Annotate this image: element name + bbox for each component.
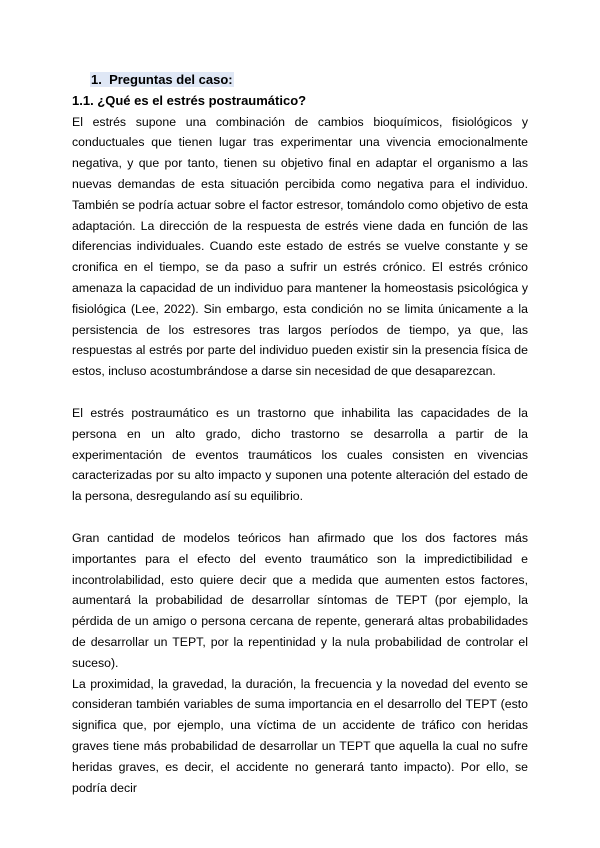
- section-heading-highlight: [90, 72, 234, 87]
- section-heading: [90, 70, 528, 91]
- paragraph-event-variables: La proximidad, la gravedad, la duración, la frecuencia y la novedad del evento se consideran también variables de suma importancia en el desarrollo del TEPT (esto significa que, por ejemplo, una víctima de un accidente de tráfico con heridas graves tiene más probabilidad de desarrollar un TEPT que aquella la cual no sufre heridas graves, es decir, el accidente no generará tanto impacto). Por ello, se podría decir: [72, 676, 528, 795]
- section-number: 1.: [91, 72, 102, 87]
- paragraph-spacer: [72, 507, 528, 528]
- paragraph-ptsd-definition: El estrés postraumático es un trastorno que inhabilita las capacidades de la persona en un alto grado, dicho trastorno se desarrolla a partir de la experimentación de eventos traumáticos los cuales consisten en vivencias caracterizadas por su alto impacto y suponen una potente alteración del estado de la persona, desregulando así su equilibrio.: [72, 405, 528, 504]
- subsection-heading: 1.1. ¿Qué es el estrés postraumático?: [72, 92, 307, 108]
- paragraph-spacer: [72, 382, 528, 403]
- paragraph-stress-definition: El estrés supone una combinación de cambios bioquímicos, fisiológicos y conductuales que tienen lugar tras experimentar una vivencia emocionalmente negativa, y que por tanto, tienen su objetivo final en adaptar el organismo a las nuevas demandas de esta situación percibida como negativa para el individuo. También se podría actuar sobre el factor estresor, tomándolo como objetivo de esta adaptación. La dirección de la respuesta de estrés viene dada en función de las diferencias individuales. Cuando este estado de estrés se vuelve constante y se cronifica en el tiempo, se da paso a sufrir un estrés crónico. El estrés crónico amenaza la capacidad de un individuo para mantener la homeostasis psicológica y fisiológica (Lee, 2022). Sin embargo, esta condición no se limita únicamente a la persistencia de los estresores tras largos períodos de tiempo, ya que, las respuestas al estrés por parte del individuo pueden existir sin la presencia física de estos, incluso acostumbrándose a darse sin necesidad de que desaparezcan.: [72, 114, 528, 379]
- paragraph-theoretical-models: Gran cantidad de modelos teóricos han afirmado que los dos factores más importantes para el efecto del evento traumático son la impredictibilidad e incontrolabilidad, esto quiere decir que a medida que aumenten estos factores, aumentará la probabilidad de desarrollar síntomas de TEPT (por ejemplo, la pérdida de un amigo o persona cercana de repente, generará altas probabilidades de desarrollar un TEPT, por la repentinidad y la nula probabilidad de controlar el suceso).: [72, 530, 528, 670]
- section-title: Preguntas del caso:: [109, 72, 233, 87]
